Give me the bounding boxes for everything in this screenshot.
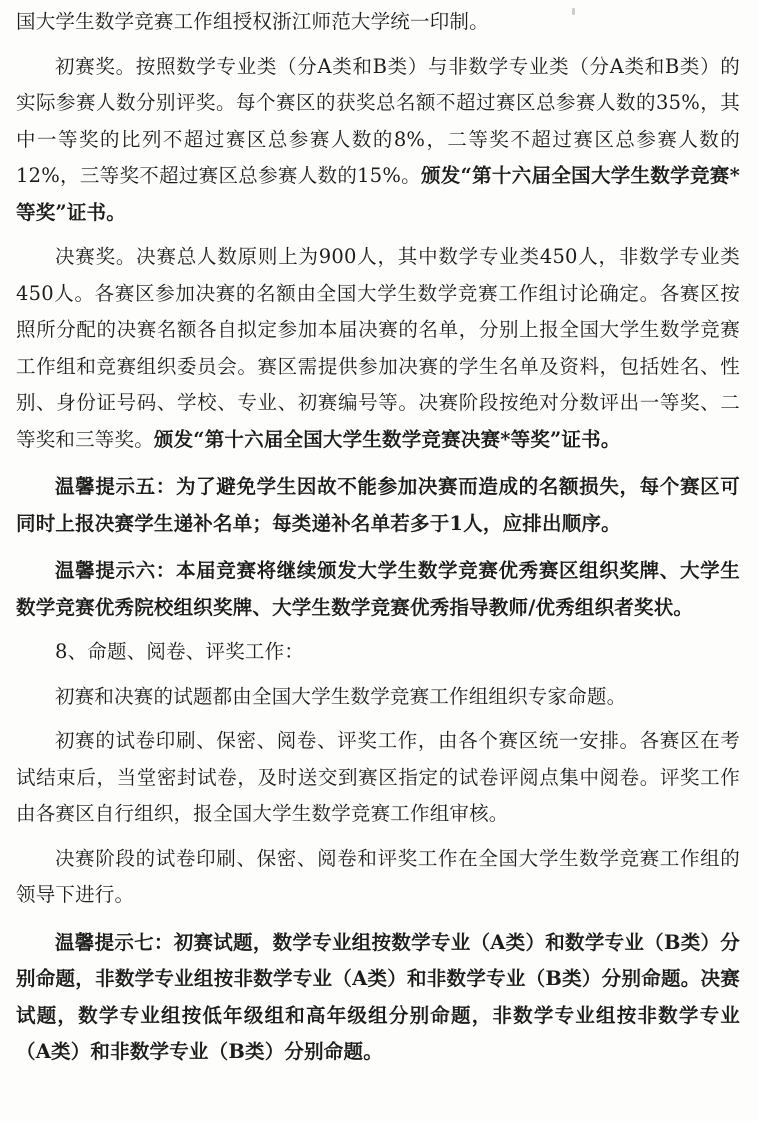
final-award-certificate: 颁发“第十六届全国大学生数学竞赛决赛*等奖”证书。 (153, 427, 621, 451)
tip-seven: 温馨提示七：初赛试题，数学专业组按数学专业（A类）和数学专业（B类）分别命题，非数学专业组按非数学专业（A类）和非数学专业（B类）分别命题。决赛试题，数学专业组按低年级组和高年级组分别命题，非数学专业组按非数学专业（A类）和非数学专业（B类）分别命题。 (16, 930, 740, 1063)
section-8-heading: 8、命题、阅卷、评奖工作： (55, 640, 305, 663)
prelim-papers-paragraph: 初赛的试卷印刷、保密、阅卷、评奖工作，由各个赛区统一安排。各赛区在考试结束后，当堂密封试卷，及时送交到赛区指定的试卷评阅点集中阅卷。评奖工作由各赛区自行组织，报全国大学生数学竞赛工作组审核。 (16, 729, 740, 825)
final-award-paragraph (16, 239, 740, 458)
final-award-text: 决赛奖。决赛总人数原则上为900人，其中数学专业类450人，非数学专业类450人。各赛区参加决赛的名额由全国大学生数学竞赛工作组讨论确定。各赛区按照所分配的决赛名额各自拟定参加本届决赛的名单，分别上报全国大学生数学竞赛工作组和竞赛组织委员会。赛区需提供参加决赛的学生名单及资料，包括姓名、性别、身份证号码、学校、专业、初赛编号等。决赛阶段按绝对分数评出一等奖、二等奖和三等奖。 (16, 245, 740, 451)
intro-line: 国大学生数学竞赛工作组授权浙江师范大学统一印制。 (16, 10, 489, 33)
prelim-award-paragraph (16, 49, 740, 232)
prelim-award-certificate: 颁发“第十六届全国大学生数学竞赛*等奖”证书。 (16, 164, 740, 224)
tip-five: 温馨提示五：为了避免学生因故不能参加决赛而造成的名额损失，每个赛区可同时上报决赛学生递补名单；每类递补名单若多于1人，应排出顺序。 (16, 475, 740, 535)
prelim-award-text: 初赛奖。按照数学专业类（分A类和B类）与非数学专业类（分A类和B类）的实际参赛人数分别评奖。每个赛区的获奖总名额不超过赛区总参赛人数的35%，其中一等奖的比列不超过赛区总参赛人数的8%，二等奖不超过赛区总参赛人数的12%，三等奖不超过赛区总参赛人数的15%。 (16, 54, 740, 187)
tip-six: 温馨提示六：本届竞赛将继续颁发大学生数学竞赛优秀赛区组织奖牌、大学生数学竞赛优秀院校组织奖牌、大学生数学竞赛优秀指导教师/优秀组织者奖状。 (16, 559, 740, 619)
scan-speck (572, 8, 575, 15)
final-papers-paragraph: 决赛阶段的试卷印刷、保密、阅卷和评奖工作在全国大学生数学竞赛工作组的领导下进行。 (16, 846, 740, 906)
questions-paragraph: 初赛和决赛的试题都由全国大学生数学竞赛工作组组织专家命题。 (55, 684, 627, 708)
